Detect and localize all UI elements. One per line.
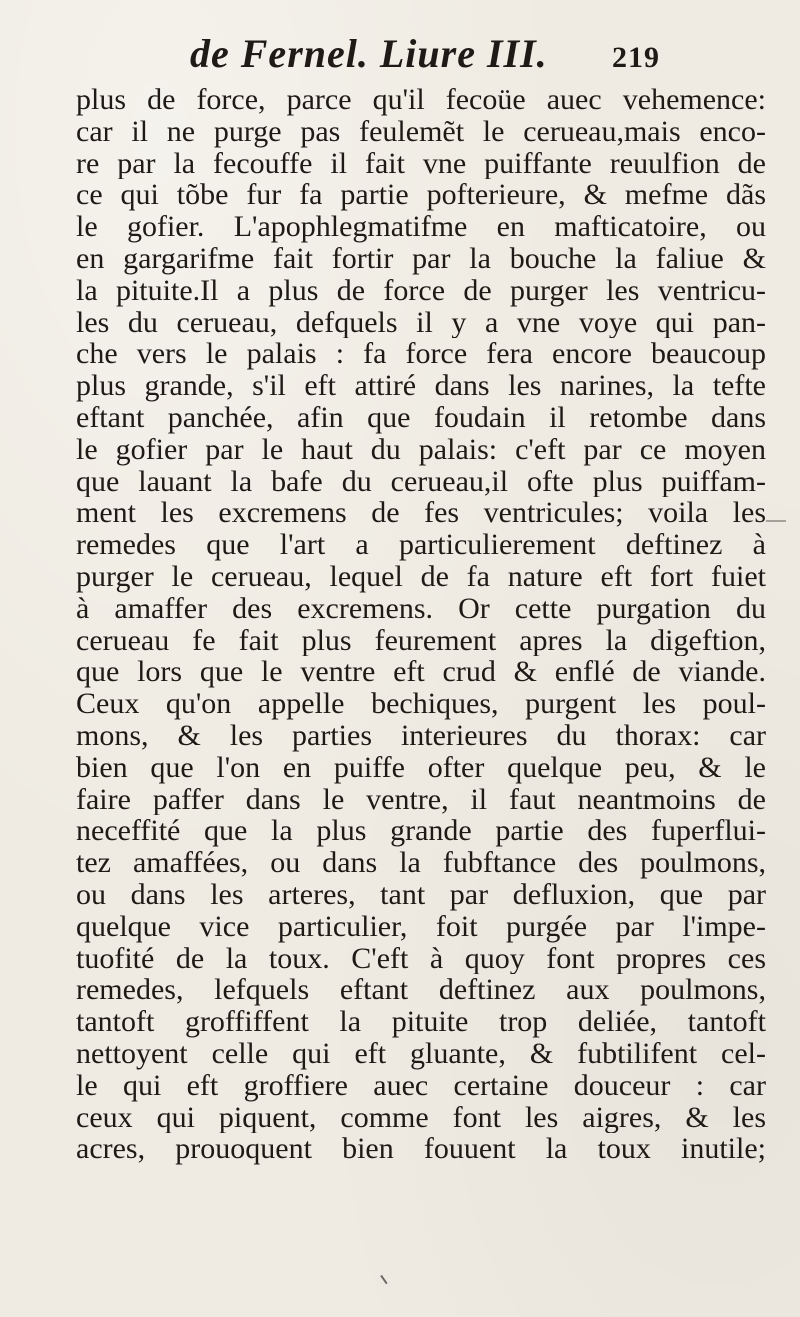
text-line: plus grande, s'il eft attiré dans les narines, la tefte <box>76 370 766 402</box>
text-line: ment les excremens de fes ventricules; voila les <box>76 497 766 530</box>
text-line: le gofier par le haut du palais: c'eft par ce moyen <box>76 433 766 466</box>
text-line: remedes, lefquels eftant deftinez aux poulmons, <box>76 974 766 1007</box>
text-line: remedes que l'art a particulierement deftinez à <box>76 529 766 561</box>
text-line: ce qui tõbe fur fa partie pofterieure, & mefme dãs <box>76 179 766 212</box>
text-line: tantoft groffiffent la pituite trop deliée, tantoft <box>76 1006 766 1038</box>
text-line: les du cerueau, defquels il y a vne voye qui pan- <box>76 306 766 339</box>
text-line: car il ne purge pas feulemẽt le cerueau,mais enco- <box>76 115 766 148</box>
text-line: ou dans les arteres, tant par defluxion, que par <box>76 878 766 911</box>
body-text <box>76 84 766 1165</box>
text-line: le qui eft groffiere auec certaine douceur : car <box>76 1069 766 1102</box>
text-line: neceffité que la plus grande partie des fuperflui- <box>76 815 766 848</box>
text-line: tez amaffées, ou dans la fubftance des poulmons, <box>76 847 766 879</box>
text-line: que lauant la bafe du cerueau,il ofte plus puiffam- <box>76 465 766 498</box>
text-line: ceux qui piquent, comme font les aigres, & les <box>76 1101 766 1134</box>
text-line: à amaffer des excremens. Or cette purgation du <box>76 592 766 625</box>
text-line: Ceux qu'on appelle bechiques, purgent les poul- <box>76 688 766 720</box>
text-line: en gargarifme fait fortir par la bouche la faliue & <box>76 242 766 275</box>
text-line: nettoyent celle qui eft gluante, & fubtilifent cel- <box>76 1037 766 1070</box>
margin-mark <box>766 520 786 522</box>
page-number: 219 <box>612 41 660 74</box>
text-line: cerueau fe fait plus feurement apres la digeftion, <box>76 624 766 657</box>
text-line: che vers le palais : fa force fera encore beaucoup <box>76 338 766 371</box>
text-line: quelque vice particulier, foit purgée par l'impe- <box>76 910 766 943</box>
text-line: tuofité de la toux. C'eft à quoy font propres ces <box>76 942 766 975</box>
text-line: faire paffer dans le ventre, il faut neantmoins de <box>76 783 766 816</box>
text-line: acres, prouoquent bien fouuent la toux inutile; <box>76 1133 766 1166</box>
text-line: bien que l'on en puiffe ofter quelque peu, & le <box>76 751 766 784</box>
text-line: que lors que le ventre eft crud & enflé de viande. <box>76 656 766 689</box>
running-header <box>190 30 660 84</box>
text-line: la pituite.Il a plus de force de purger les ventricu- <box>76 274 766 307</box>
text-line: re par la fecouffe il fait vne puiffante reuulfion de <box>76 147 766 180</box>
text-line: purger le cerueau, lequel de fa nature eft fort fuiet <box>76 560 766 593</box>
header-title: de Fernel. Liure III. <box>190 31 548 76</box>
text-line: eftant panchée, afin que foudain il retombe dans <box>76 401 766 434</box>
stray-mark <box>370 1275 387 1291</box>
text-line: le gofier. L'apophlegmatifme en mafticatoire, ou <box>76 211 766 243</box>
text-line: plus de force, parce qu'il fecoüe auec vehemence: <box>76 84 766 116</box>
text-line: mons, & les parties interieures du thorax: car <box>76 719 766 752</box>
